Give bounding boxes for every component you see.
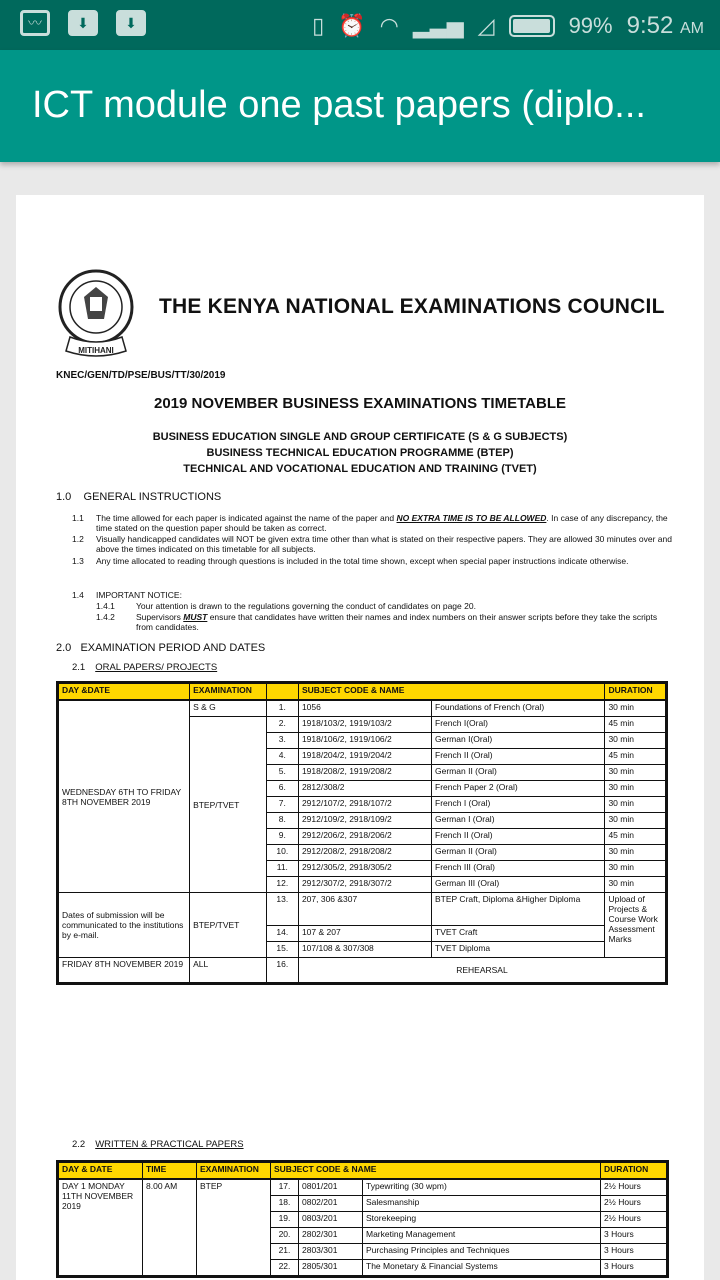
subject-name: TVET Diploma	[432, 942, 605, 958]
subject-code: 2912/208/2, 2918/208/2	[298, 845, 431, 861]
table-row	[59, 700, 666, 717]
row-number: 18.	[271, 1196, 299, 1212]
app-bar	[0, 50, 720, 162]
subject-name: The Monetary & Financial Systems	[363, 1260, 601, 1276]
header-duration: DURATION	[605, 684, 666, 701]
subject-name: German III (Oral)	[432, 877, 605, 893]
subject-name: Foundations of French (Oral)	[432, 700, 605, 717]
subject-name: German I (Oral)	[432, 813, 605, 829]
row-number: 20.	[271, 1228, 299, 1244]
subsection-2-1: 2.1 ORAL PAPERS/ PROJECTS	[72, 662, 218, 673]
duration: Upload of Projects & Course Work Assessment Marks	[605, 893, 666, 958]
day-date-cell: DAY 1 MONDAY 11TH NOVEMBER 2019	[59, 1179, 143, 1276]
row-number: 5.	[266, 765, 298, 781]
reference-number: KNEC/GEN/TD/PSE/BUS/TT/30/2019	[56, 370, 226, 381]
subject-code: 107 & 207	[298, 926, 431, 942]
subject-code: 2805/301	[299, 1260, 363, 1276]
row-number: 17.	[271, 1179, 299, 1196]
row-number: 19.	[271, 1212, 299, 1228]
exam-cell: S & G	[190, 700, 267, 717]
duration: 2½ Hours	[601, 1196, 667, 1212]
duration: 2½ Hours	[601, 1212, 667, 1228]
duration: 30 min	[605, 845, 666, 861]
row-number: 9.	[266, 829, 298, 845]
subtitle-1: BUSINESS EDUCATION SINGLE AND GROUP CERTIFICATE (S & G SUBJECTS)	[152, 431, 568, 443]
row-number: 14.	[266, 926, 298, 942]
row-number: 8.	[266, 813, 298, 829]
subject-name: French II (Oral)	[432, 749, 605, 765]
duration: 30 min	[605, 877, 666, 893]
header-number	[266, 684, 298, 701]
subject-name: French Paper 2 (Oral)	[432, 781, 605, 797]
header-time: TIME	[143, 1163, 197, 1180]
header-day-date: DAY & DATE	[59, 1163, 143, 1180]
subject-name: Marketing Management	[363, 1228, 601, 1244]
battery-percent: 99%	[568, 13, 613, 38]
duration: 3 Hours	[601, 1260, 667, 1276]
subject-name: French I (Oral)	[432, 797, 605, 813]
day-date-cell: Dates of submission will be communicated to the institutions by e-mail.	[59, 893, 190, 958]
subject-code: 2912/109/2, 2918/109/2	[298, 813, 431, 829]
subject-code: 2802/301	[299, 1228, 363, 1244]
section-1-heading: 1.0 GENERAL INSTRUCTIONS	[56, 491, 222, 503]
svg-text:MITIHANI: MITIHANI	[78, 346, 114, 355]
row-number: 12.	[266, 877, 298, 893]
alarm-icon: ⏰	[338, 13, 366, 38]
row-number: 13.	[266, 893, 298, 926]
clock: 9:52 AM	[626, 12, 704, 39]
timetable-title: 2019 NOVEMBER BUSINESS EXAMINATIONS TIMETABLE	[153, 395, 566, 412]
subject-code: 2912/307/2, 2918/307/2	[298, 877, 431, 893]
duration: 30 min	[605, 733, 666, 749]
subject-name: Salesmanship	[363, 1196, 601, 1212]
written-papers-table	[58, 1162, 667, 1276]
subject-name: German II (Oral)	[432, 845, 605, 861]
table-header-row	[59, 1163, 667, 1180]
download-complete-icon: ⬇	[116, 10, 146, 36]
vibrate-icon: ▯	[312, 13, 325, 38]
table-row	[59, 1179, 667, 1196]
table-row	[59, 958, 666, 983]
row-number: 21.	[271, 1244, 299, 1260]
subject-name: French III (Oral)	[432, 861, 605, 877]
notice-1-4-2: 1.4.2 Supervisors MUST ensure that candidates have written their names and index numbers on their answer scripts before they take the scripts from candidates.	[96, 612, 658, 632]
duration: 45 min	[605, 829, 666, 845]
subject-code: 1918/103/2, 1919/103/2	[298, 717, 431, 733]
day-date-cell: FRIDAY 8TH NOVEMBER 2019	[59, 958, 190, 983]
exam-cell: ALL	[190, 958, 267, 983]
day-date-cell: WEDNESDAY 6TH TO FRIDAY 8TH NOVEMBER 2019	[59, 700, 190, 893]
duration: 3 Hours	[601, 1228, 667, 1244]
row-number: 3.	[266, 733, 298, 749]
duration: 30 min	[605, 797, 666, 813]
status-bar	[0, 0, 720, 50]
row-number: 10.	[266, 845, 298, 861]
subject-code: 2803/301	[299, 1244, 363, 1260]
row-number: 16.	[266, 958, 298, 983]
subject-name: Typewriting (30 wpm)	[363, 1179, 601, 1196]
organization-name: THE KENYA NATIONAL EXAMINATIONS COUNCIL	[159, 295, 665, 318]
subject-code: 207, 306 &307	[298, 893, 431, 926]
subject-code: 2812/308/2	[298, 781, 431, 797]
subtitle-3: TECHNICAL AND VOCATIONAL EDUCATION AND TRAINING (TVET)	[183, 463, 537, 475]
row-number: 6.	[266, 781, 298, 797]
table-header-row	[59, 684, 666, 701]
exam-cell: BTEP/TVET	[190, 893, 267, 958]
page-title: ICT module one past papers (diplo...	[32, 84, 646, 126]
wifi-icon: ◠	[379, 13, 399, 38]
subject-name: Storekeeping	[363, 1212, 601, 1228]
subject-code: 2912/107/2, 2918/107/2	[298, 797, 431, 813]
battery-icon	[509, 15, 555, 37]
knec-seal-logo	[56, 267, 142, 367]
table-row	[59, 893, 666, 926]
subject-code: 1918/208/2, 1919/208/2	[298, 765, 431, 781]
exam-cell: BTEP	[197, 1179, 271, 1276]
subject-name: BTEP Craft, Diploma &Higher Diploma	[432, 893, 605, 926]
header-examination: EXAMINATION	[197, 1163, 271, 1180]
gallery-notification-icon: 〰	[20, 10, 50, 36]
duration: 30 min	[605, 700, 666, 717]
subject-name: Purchasing Principles and Techniques	[363, 1244, 601, 1260]
header-day-date: DAY &DATE	[59, 684, 190, 701]
row-number: 22.	[271, 1260, 299, 1276]
signal-empty-icon: ◿	[477, 13, 495, 38]
subject-code: 0803/201	[299, 1212, 363, 1228]
subject-name: French II (Oral)	[432, 829, 605, 845]
subject-code: 0802/201	[299, 1196, 363, 1212]
instruction-1-1: 1.1 The time allowed for each paper is indicated against the name of the paper and NO EXTRA TIME IS TO BE ALLOWED. In case of any discrepancy, the time stated on the question paper should be taken as correct.	[72, 513, 668, 533]
download-notification-icon: ⬇	[68, 10, 98, 36]
duration: 30 min	[605, 765, 666, 781]
duration: 30 min	[605, 861, 666, 877]
oral-papers-table	[58, 683, 666, 983]
rehearsal-cell: REHEARSAL	[298, 958, 665, 983]
exam-cell: BTEP/TVET	[190, 717, 267, 893]
signal-icon: ▂▃▅	[412, 13, 464, 38]
subject-code: 2912/206/2, 2918/206/2	[298, 829, 431, 845]
subject-name: German II (Oral)	[432, 765, 605, 781]
subsection-2-2: 2.2 WRITTEN & PRACTICAL PAPERS	[72, 1139, 244, 1150]
subject-code: 1056	[298, 700, 431, 717]
pdf-page[interactable]	[16, 195, 704, 1280]
duration: 45 min	[605, 717, 666, 733]
duration: 3 Hours	[601, 1244, 667, 1260]
row-number: 11.	[266, 861, 298, 877]
important-notice: 1.4 IMPORTANT NOTICE:	[72, 590, 182, 600]
instruction-1-2: 1.2 Visually handicapped candidates will NOT be given extra time other than what is stated on their respective papers. They are allowed 30 minutes over and above the times indicated on this timetable for all subjects.	[72, 534, 672, 554]
duration: 2½ Hours	[601, 1179, 667, 1196]
duration: 45 min	[605, 749, 666, 765]
duration: 30 min	[605, 813, 666, 829]
instruction-1-3: 1.3 Any time allocated to reading through questions is included in the total time shown, except when special paper instructions indicate otherwise.	[72, 556, 629, 566]
subtitle-2: BUSINESS TECHNICAL EDUCATION PROGRAMME (BTEP)	[206, 447, 514, 459]
subject-code: 2912/305/2, 2918/305/2	[298, 861, 431, 877]
header-examination: EXAMINATION	[190, 684, 267, 701]
row-number: 15.	[266, 942, 298, 958]
subject-name: TVET Craft	[432, 926, 605, 942]
subject-code: 1918/106/2, 1919/106/2	[298, 733, 431, 749]
header-subject: SUBJECT CODE & NAME	[298, 684, 605, 701]
section-2-heading: 2.0 EXAMINATION PERIOD AND DATES	[56, 642, 266, 654]
notice-1-4-1: 1.4.1 Your attention is drawn to the regulations governing the conduct of candidates on page 20.	[96, 601, 476, 611]
header-subject: SUBJECT CODE & NAME	[271, 1163, 601, 1180]
subject-name: German I(Oral)	[432, 733, 605, 749]
header-duration: DURATION	[601, 1163, 667, 1180]
subject-code: 107/108 & 307/308	[298, 942, 431, 958]
row-number: 4.	[266, 749, 298, 765]
subject-name: French I(Oral)	[432, 717, 605, 733]
subject-code: 1918/204/2, 1919/204/2	[298, 749, 431, 765]
row-number: 2.	[266, 717, 298, 733]
row-number: 7.	[266, 797, 298, 813]
subject-code: 0801/201	[299, 1179, 363, 1196]
duration: 30 min	[605, 781, 666, 797]
time-cell: 8.00 AM	[143, 1179, 197, 1276]
row-number: 1.	[266, 700, 298, 717]
